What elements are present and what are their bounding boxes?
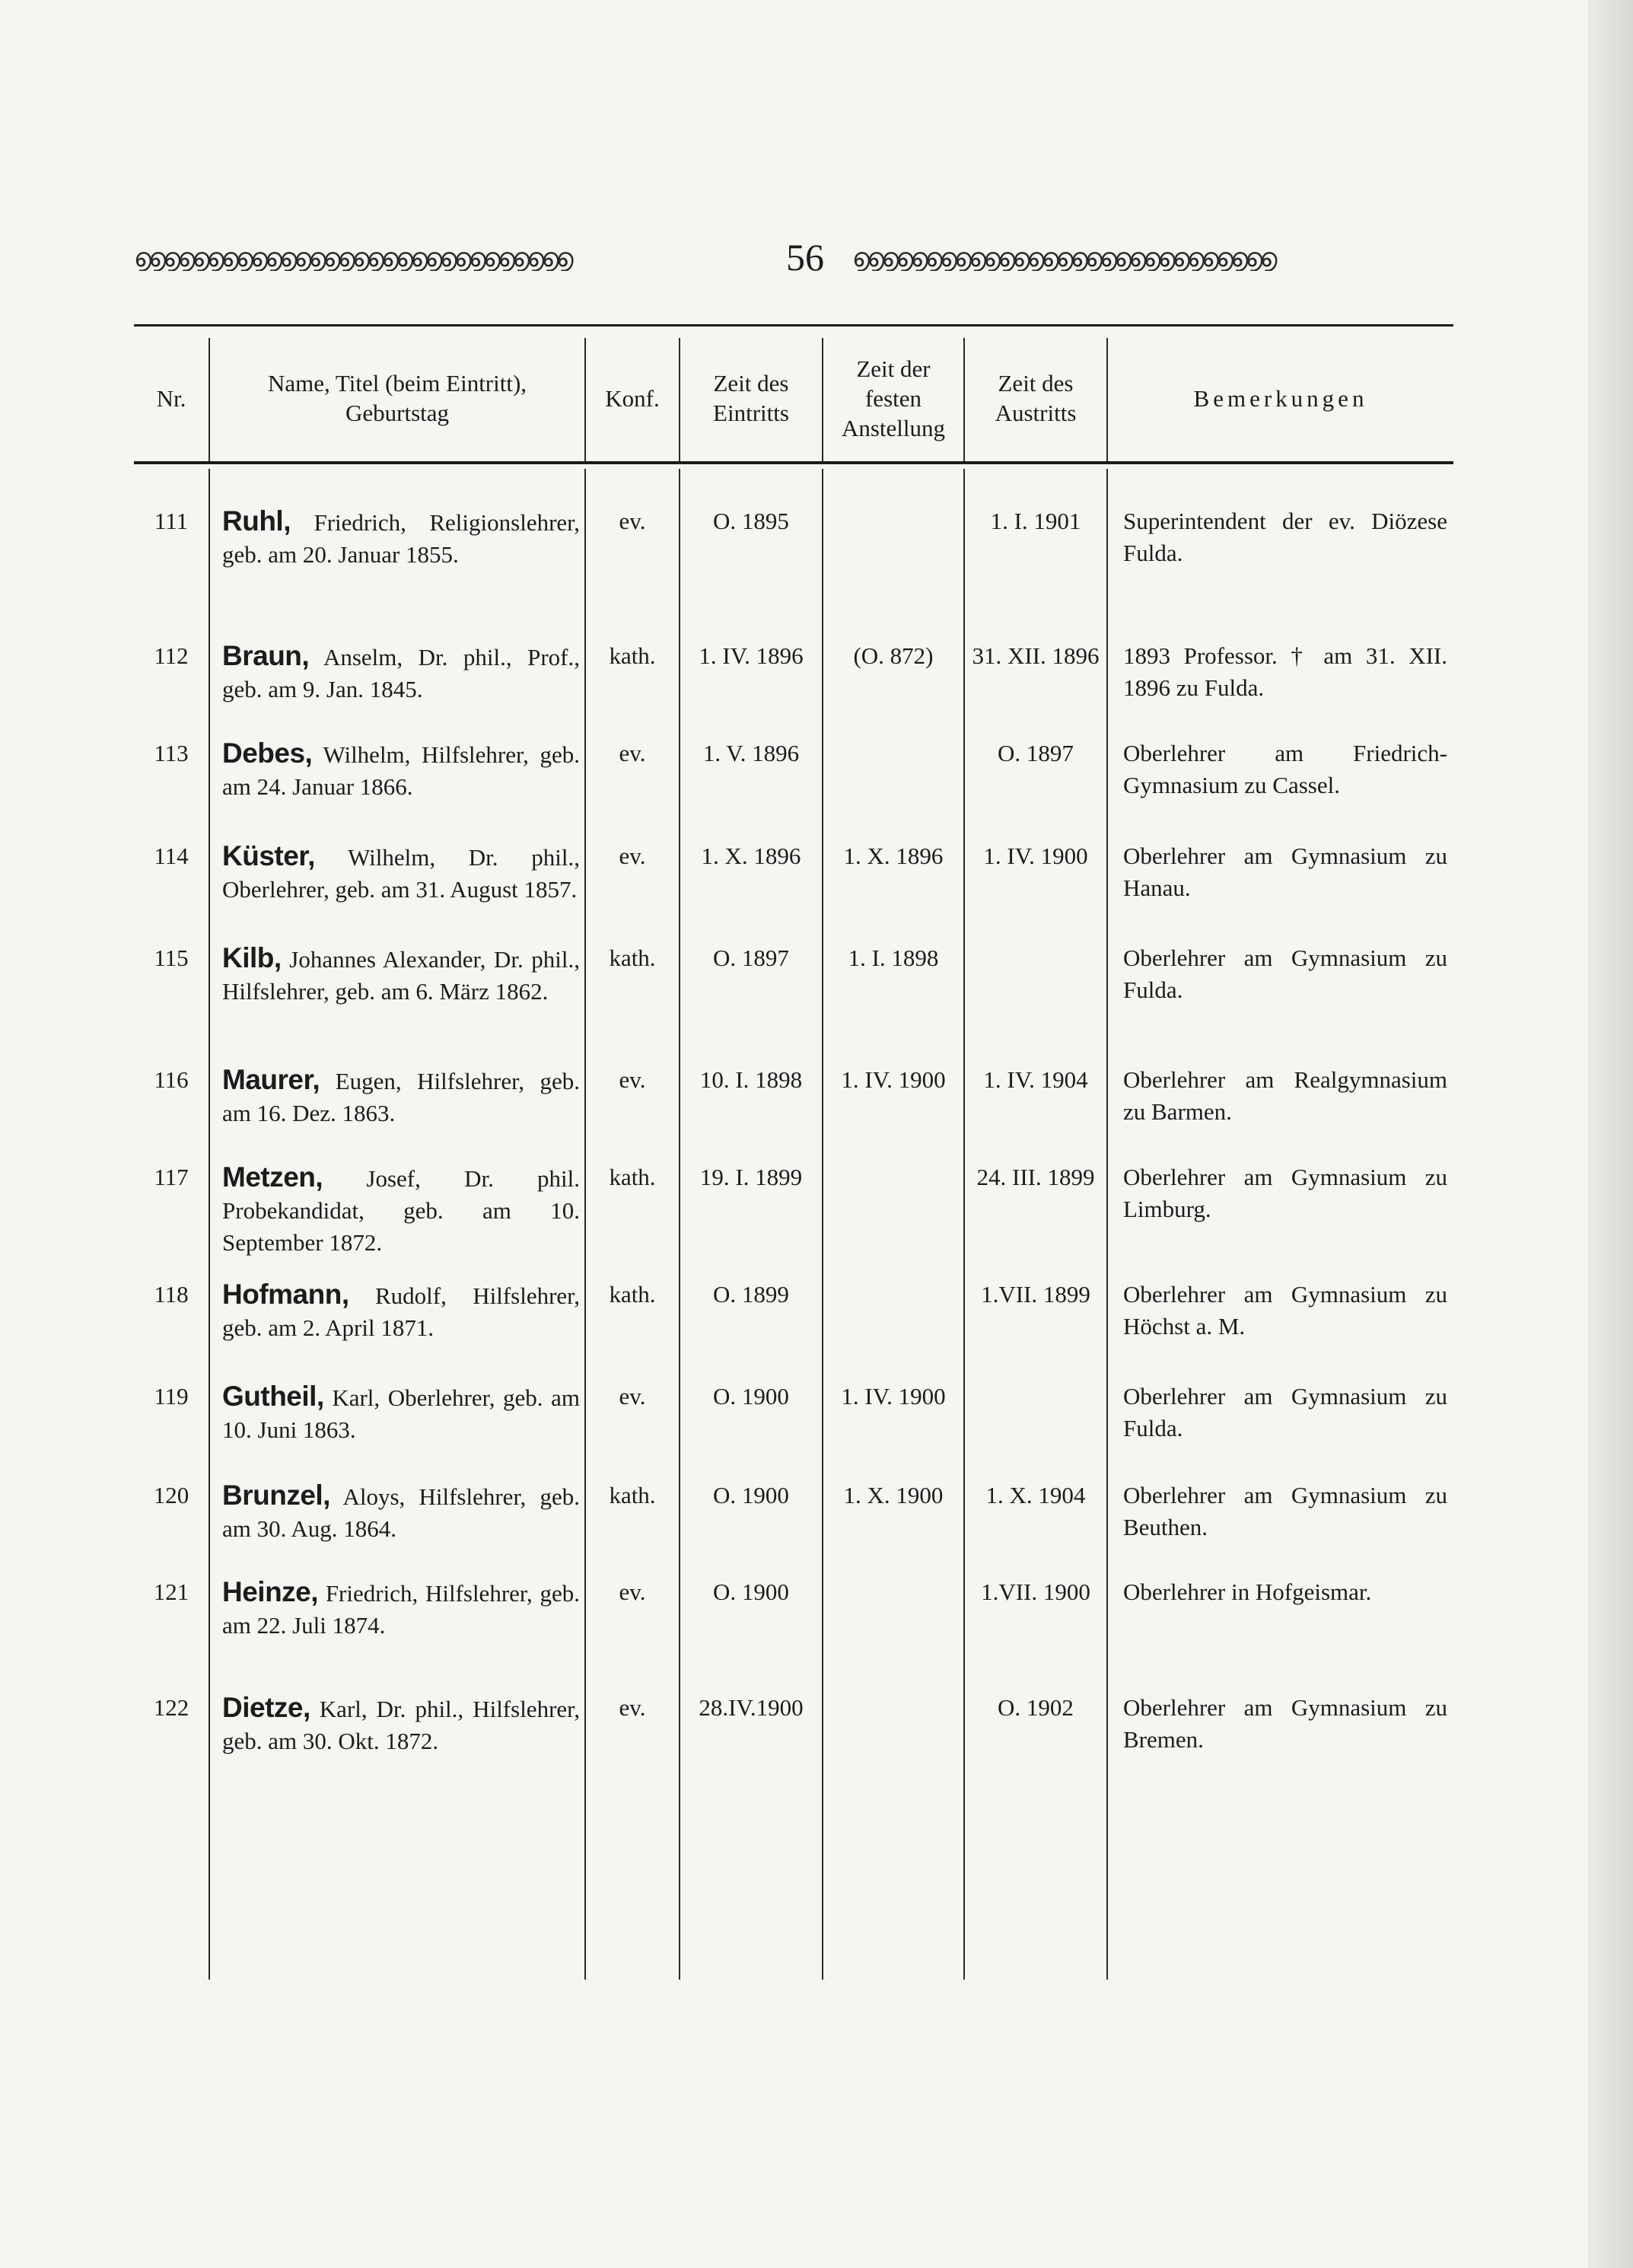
konfession-value: kath. <box>609 642 656 669</box>
ornament-border-left: ൭൭൭൭൭൭൭൭൭൭൭൭൭൭൭൭൭൭൭൭൭൭൭൭൭൭൭൭൭൭ <box>134 245 571 271</box>
name-cell <box>222 942 580 1008</box>
bemerkungen-cell <box>1123 1576 1447 1608</box>
surname: Dietze, <box>222 1692 310 1723</box>
anstellung-value: 1. X. 1896 <box>843 843 944 869</box>
konfession-cell <box>586 737 679 769</box>
name-details: Johannes Alexander, Dr. phil., Hilfslehrer, geb. am 6. März 1862. <box>222 946 580 1005</box>
austritt-value: 1. I. 1901 <box>990 508 1081 534</box>
eintritt-value: O. 1900 <box>713 1578 789 1605</box>
row-number-value: 115 <box>154 944 189 971</box>
name-cell <box>222 737 580 803</box>
austritt-value: 1. IV. 1900 <box>983 843 1088 869</box>
bemerkungen-value: Oberlehrer am Realgymnasium zu Barmen. <box>1123 1066 1447 1125</box>
anstellung-cell <box>823 840 963 872</box>
austritt-value: O. 1902 <box>998 1694 1074 1721</box>
name-details: Eugen, Hilfslehrer, geb. am 16. Dez. 1863. <box>222 1068 580 1126</box>
eintritt-value: 10. I. 1898 <box>699 1066 803 1093</box>
bemerkungen-value: Oberlehrer am Gymnasium zu Beuthen. <box>1123 1482 1447 1540</box>
name-details: Karl, Dr. phil., Hilfslehrer, geb. am 30. Okt. 1872. <box>222 1696 580 1754</box>
anstellung-value: 1. I. 1898 <box>848 944 939 971</box>
eintritt-value: 1. X. 1896 <box>701 843 801 869</box>
konfession-cell <box>586 640 679 672</box>
header-bottom-rule <box>134 461 1453 464</box>
eintritt-cell <box>680 1064 822 1096</box>
table-top-rule <box>134 324 1453 327</box>
konfession-cell <box>586 1161 679 1193</box>
column-divider <box>209 469 210 1980</box>
name-details: Friedrich, Hilfslehrer, geb. am 22. Juli 1874. <box>222 1580 581 1639</box>
surname: Gutheil, <box>222 1381 324 1412</box>
austritt-value: 31. XII. 1896 <box>972 642 1100 669</box>
austritt-value: 1. IV. 1904 <box>983 1066 1088 1093</box>
anstellung-value: 1. IV. 1900 <box>841 1383 946 1410</box>
column-divider <box>679 469 680 1980</box>
austritt-cell <box>965 1064 1106 1096</box>
austritt-cell <box>965 1161 1106 1193</box>
eintritt-value: O. 1900 <box>713 1482 789 1508</box>
konfession-cell <box>586 1064 679 1096</box>
surname: Debes, <box>222 737 313 769</box>
konfession-cell <box>586 1480 679 1511</box>
eintritt-value: 19. I. 1899 <box>699 1164 803 1190</box>
eintritt-cell <box>680 1279 822 1311</box>
bemerkungen-cell <box>1123 1692 1447 1756</box>
konfession-value: ev. <box>619 508 646 534</box>
austritt-cell <box>965 1692 1106 1724</box>
anstellung-cell <box>823 1064 963 1096</box>
row-number <box>134 942 209 974</box>
name-details: Wilhelm, Hilfslehrer, geb. am 24. Januar 1866. <box>222 741 580 800</box>
row-number-value: 116 <box>154 1066 189 1093</box>
row-number-value: 120 <box>153 1482 189 1508</box>
bemerkungen-cell <box>1123 1279 1447 1343</box>
bemerkungen-value: Oberlehrer in Hofgeismar. <box>1123 1578 1372 1605</box>
name-details: Rudolf, Hilfslehrer, geb. am 2. April 1871. <box>222 1282 581 1341</box>
austritt-cell <box>965 640 1106 672</box>
name-cell <box>222 505 580 571</box>
eintritt-cell <box>680 640 822 672</box>
eintritt-cell <box>680 737 822 769</box>
konfession-value: ev. <box>619 1383 646 1410</box>
konfession-cell <box>586 505 679 537</box>
row-number <box>134 1576 209 1608</box>
name-details: Karl, Oberlehrer, geb. am 10. Juni 1863. <box>222 1384 580 1443</box>
anstellung-cell <box>823 942 963 974</box>
header-nr: Nr. <box>156 384 186 412</box>
austritt-value: 1. X. 1904 <box>985 1482 1086 1508</box>
header-name: Name, Titel (beim Eintritt), Geburtstag <box>267 370 527 426</box>
surname: Brunzel, <box>222 1480 330 1511</box>
konfession-cell <box>586 1692 679 1724</box>
konfession-cell <box>586 1381 679 1413</box>
row-number <box>134 1480 209 1511</box>
austritt-cell <box>965 1279 1106 1311</box>
column-divider <box>963 469 965 1980</box>
anstellung-cell <box>823 1381 963 1413</box>
konfession-value: ev. <box>619 740 646 766</box>
header-austritt: Zeit des Austritts <box>995 370 1077 426</box>
konfession-cell <box>586 1279 679 1311</box>
anstellung-cell <box>823 1480 963 1511</box>
konfession-cell <box>586 840 679 872</box>
eintritt-value: O. 1895 <box>713 508 789 534</box>
row-number <box>134 640 209 672</box>
row-number-value: 117 <box>154 1164 189 1190</box>
austritt-value: 1.VII. 1899 <box>981 1281 1090 1308</box>
surname: Ruhl, <box>222 505 291 537</box>
name-details: Anselm, Dr. phil., Prof., geb. am 9. Jan. 1845. <box>222 644 580 702</box>
row-number-value: 114 <box>154 843 189 869</box>
konfession-cell <box>586 1576 679 1608</box>
name-cell <box>222 840 580 906</box>
row-number <box>134 505 209 537</box>
column-divider <box>822 469 823 1980</box>
bemerkungen-cell <box>1123 1381 1447 1445</box>
eintritt-value: 28.IV.1900 <box>699 1694 804 1721</box>
name-cell <box>222 1064 580 1129</box>
bemerkungen-cell <box>1123 737 1447 801</box>
bemerkungen-value: Superintendent der ev. Diözese Fulda. <box>1123 508 1447 566</box>
column-divider <box>1106 469 1108 1980</box>
name-cell <box>222 1692 580 1757</box>
ornament-border-right: ൭൭൭൭൭൭൭൭൭൭൭൭൭൭൭൭൭൭൭൭൭൭൭൭൭൭൭൭൭ <box>852 245 1275 271</box>
bemerkungen-cell <box>1123 1480 1447 1543</box>
header-konf: Konf. <box>605 384 660 412</box>
header-eintritt: Zeit des Eintritts <box>713 370 789 426</box>
row-number-value: 118 <box>154 1281 189 1308</box>
row-number-value: 112 <box>154 642 189 669</box>
bemerkungen-cell <box>1123 1161 1447 1225</box>
eintritt-value: O. 1899 <box>713 1281 789 1308</box>
bemerkungen-value: Oberlehrer am Gymnasium zu Limburg. <box>1123 1164 1447 1222</box>
bemerkungen-value: 1893 Professor. † am 31. XII. 1896 zu Fulda. <box>1123 642 1447 701</box>
row-number <box>134 1064 209 1096</box>
surname: Braun, <box>222 640 310 671</box>
austritt-cell <box>965 1576 1106 1608</box>
surname: Kilb, <box>222 942 282 973</box>
bemerkungen-value: Oberlehrer am Friedrich-Gymnasium zu Cassel. <box>1123 740 1447 798</box>
bemerkungen-value: Oberlehrer am Gymnasium zu Hanau. <box>1123 843 1447 901</box>
name-cell <box>222 1576 580 1642</box>
eintritt-cell <box>680 1161 822 1193</box>
row-number <box>134 737 209 769</box>
anstellung-value: (O. 872) <box>853 642 934 669</box>
austritt-cell <box>965 737 1106 769</box>
eintritt-cell <box>680 505 822 537</box>
name-details: Aloys, Hilfslehrer, geb. am 30. Aug. 1864. <box>222 1483 580 1542</box>
konfession-cell <box>586 942 679 974</box>
bemerkungen-cell <box>1123 505 1447 569</box>
bemerkungen-value: Oberlehrer am Gymnasium zu Fulda. <box>1123 1383 1447 1441</box>
konfession-value: ev. <box>619 1694 646 1721</box>
bemerkungen-value: Oberlehrer am Gymnasium zu Bremen. <box>1123 1694 1447 1753</box>
anstellung-value: 1. IV. 1900 <box>841 1066 946 1093</box>
surname: Hofmann, <box>222 1279 349 1310</box>
konfession-value: ev. <box>619 1578 646 1605</box>
surname: Küster, <box>222 840 315 871</box>
page-header <box>134 228 1453 289</box>
name-details: Josef, Dr. phil. Probekandidat, geb. am 10. September 1872. <box>222 1165 581 1256</box>
bemerkungen-cell <box>1123 942 1447 1006</box>
bemerkungen-value: Oberlehrer am Gymnasium zu Fulda. <box>1123 944 1447 1003</box>
bemerkungen-cell <box>1123 1064 1447 1128</box>
konfession-value: kath. <box>609 1164 656 1190</box>
surname: Heinze, <box>222 1576 319 1607</box>
row-number-value: 121 <box>153 1578 189 1605</box>
anstellung-cell <box>823 640 963 672</box>
page-edge-shadow <box>1587 0 1633 2268</box>
austritt-cell <box>965 840 1106 872</box>
row-number <box>134 840 209 872</box>
anstellung-value: 1. X. 1900 <box>843 1482 944 1508</box>
eintritt-cell <box>680 942 822 974</box>
eintritt-value: 1. IV. 1896 <box>699 642 804 669</box>
konfession-value: kath. <box>609 1281 656 1308</box>
name-details: Friedrich, Religionslehrer, geb. am 20. Januar 1855. <box>222 509 580 568</box>
row-number <box>134 1692 209 1724</box>
austritt-cell <box>965 1480 1106 1511</box>
eintritt-cell <box>680 1692 822 1724</box>
konfession-value: kath. <box>609 944 656 971</box>
konfession-value: ev. <box>619 843 646 869</box>
name-cell <box>222 1381 580 1446</box>
austritt-cell <box>965 505 1106 537</box>
eintritt-cell <box>680 1381 822 1413</box>
name-cell <box>222 1480 580 1545</box>
name-details: Wilhelm, Dr. phil., Oberlehrer, geb. am 31. August 1857. <box>222 844 580 903</box>
header-anstellung: Zeit der festen Anstellung <box>841 355 946 441</box>
bemerkungen-value: Oberlehrer am Gymnasium zu Höchst a. M. <box>1123 1281 1447 1339</box>
surname: Maurer, <box>222 1064 320 1095</box>
eintritt-cell <box>680 1576 822 1608</box>
row-number <box>134 1161 209 1193</box>
name-cell <box>222 1279 580 1344</box>
eintritt-value: O. 1900 <box>713 1383 789 1410</box>
konfession-value: kath. <box>609 1482 656 1508</box>
eintritt-cell <box>680 840 822 872</box>
name-cell <box>222 640 580 706</box>
row-number-value: 111 <box>154 508 189 534</box>
row-number <box>134 1279 209 1311</box>
austritt-value: O. 1897 <box>998 740 1074 766</box>
surname: Metzen, <box>222 1161 323 1193</box>
eintritt-value: 1. V. 1896 <box>702 740 800 766</box>
header-bemerkungen: Bemerkungen <box>1193 384 1368 412</box>
row-number-value: 119 <box>154 1383 189 1410</box>
eintritt-cell <box>680 1480 822 1511</box>
column-divider <box>584 469 586 1980</box>
row-number-value: 122 <box>153 1694 189 1721</box>
austritt-value: 24. III. 1899 <box>976 1164 1095 1190</box>
konfession-value: ev. <box>619 1066 646 1093</box>
name-cell <box>222 1161 580 1259</box>
row-number-value: 113 <box>154 740 189 766</box>
bemerkungen-cell <box>1123 640 1447 704</box>
page-number: 56 <box>786 236 824 279</box>
row-number <box>134 1381 209 1413</box>
austritt-value: 1.VII. 1900 <box>981 1578 1090 1605</box>
eintritt-value: O. 1897 <box>713 944 789 971</box>
bemerkungen-cell <box>1123 840 1447 904</box>
